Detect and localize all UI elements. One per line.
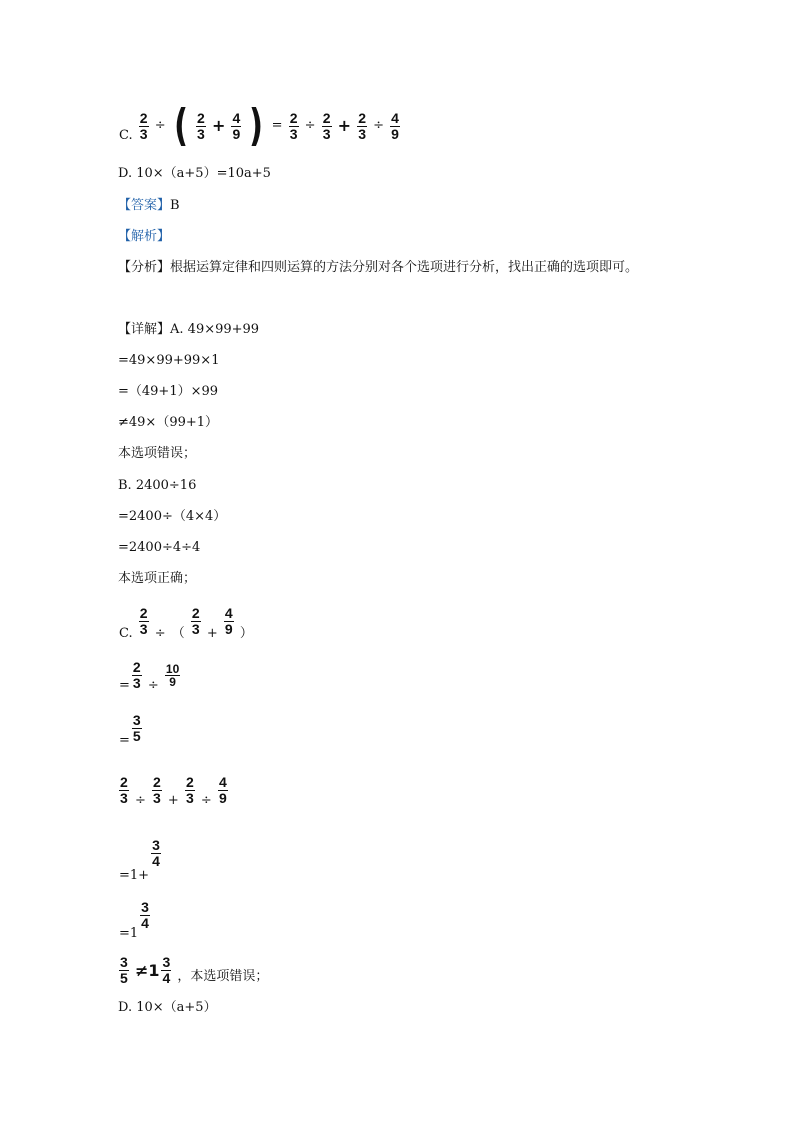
eq-one-plus: =1+ (119, 867, 150, 883)
divide-sign: ÷ (200, 792, 212, 808)
plus-sign: + (337, 116, 352, 135)
calc-c-line-3 (118, 712, 143, 748)
detail-a-line-4: 本选项错误； (118, 446, 197, 461)
detail-b-line-3: 本选项正确； (118, 571, 197, 586)
detail-a-line-1: =49×99+99×1 (118, 353, 220, 368)
divide-sign: ÷ (134, 792, 146, 808)
last-option-d: D. 10×（a+5） (118, 1000, 217, 1015)
analysis-tag: 【解析】 (118, 229, 171, 244)
answer-line (118, 198, 180, 214)
detail-tag: 【详解】 (118, 322, 171, 337)
divide-sign: ÷ (304, 118, 316, 133)
divide-sign: ÷ (154, 118, 166, 133)
divide-sign: ÷ (147, 677, 159, 693)
fraction: $\frac{2}{3}$ (191, 605, 200, 637)
option-c-equation (118, 100, 401, 151)
equals-sign: = (119, 677, 130, 693)
answer-tag: 【答案】 (118, 198, 171, 213)
calc-c-label: C. (119, 625, 133, 641)
fraction: $\frac{2}{3}$ (139, 605, 148, 637)
fraction: $\frac{2}{3}$ (152, 774, 161, 806)
neq-one: ≠1 (134, 960, 160, 980)
calc-c-line-1 (118, 605, 254, 641)
calc-c-line-5 (118, 837, 162, 883)
left-paren: （ (171, 625, 185, 641)
calc-c-line-4 (118, 775, 229, 806)
fraction: $\frac{3}{5}$ (132, 712, 141, 744)
detail-b-line-2: =2400÷4÷4 (118, 540, 201, 555)
fraction: $\frac{4}{9}$ (391, 109, 399, 142)
option-d: D. 10×（a+5）=10a+5 (118, 166, 271, 181)
plus-sign: + (211, 116, 226, 135)
calc-c-line-2 (118, 660, 181, 691)
fraction: $\frac{3}{4}$ (141, 899, 149, 931)
fraction: $\frac{2}{3}$ (289, 109, 298, 142)
fraction: $\frac{3}{4}$ (162, 954, 171, 986)
fraction: $\frac{4}{9}$ (218, 774, 227, 806)
right-paren: ） (239, 625, 253, 641)
fraction: $\frac{2}{3}$ (185, 774, 194, 806)
equals-sign: = (119, 732, 130, 748)
fenxi-text: 根据运算定律和四则运算的方法分别对各个选项进行分析，找出正确的选项即可。 (170, 260, 639, 275)
fraction: $\frac{4}{9}$ (224, 605, 233, 637)
calc-c-line-7 (118, 955, 269, 986)
option-c-label: C. (119, 128, 133, 143)
conclusion-text: ，本选项错误； (177, 968, 269, 984)
right-paren: ) (249, 100, 264, 151)
fraction: $\frac{3}{5}$ (120, 954, 128, 986)
detail-b-line-1: =2400÷（4×4） (118, 509, 227, 524)
divide-sign: ÷ (373, 118, 385, 133)
plus-sign: + (167, 792, 179, 808)
detail-a-line-3: ≠49×（99+1） (118, 415, 219, 430)
detail-line-a (118, 322, 259, 338)
plus-sign: + (206, 625, 218, 641)
left-paren: ( (173, 100, 188, 151)
answer-value: B (170, 198, 180, 213)
fraction: $\frac{2}{3}$ (139, 109, 148, 142)
fraction: $\frac{4}{9}$ (232, 109, 241, 142)
calc-c-line-6 (118, 899, 151, 941)
fraction: $\frac{2}{3}$ (132, 659, 141, 691)
fraction: $\frac{10}{9}$ (165, 662, 180, 689)
detail-a-first: A. 49×99+99 (170, 322, 260, 337)
fenxi-line (118, 260, 638, 276)
fraction: $\frac{2}{3}$ (322, 109, 331, 142)
fraction: $\frac{2}{3}$ (358, 109, 366, 142)
fenxi-tag: 【分析】 (118, 260, 171, 275)
eq-one: =1 (119, 925, 139, 941)
fraction: $\frac{2}{3}$ (197, 109, 205, 142)
detail-a-line-2: =（49+1）×99 (118, 384, 219, 399)
fraction: $\frac{2}{3}$ (120, 774, 128, 806)
divide-sign: ÷ (154, 625, 166, 641)
fraction: $\frac{3}{4}$ (152, 837, 160, 869)
detail-b-line-0: B. 2400÷16 (118, 478, 197, 493)
equals-sign: = (271, 118, 283, 133)
